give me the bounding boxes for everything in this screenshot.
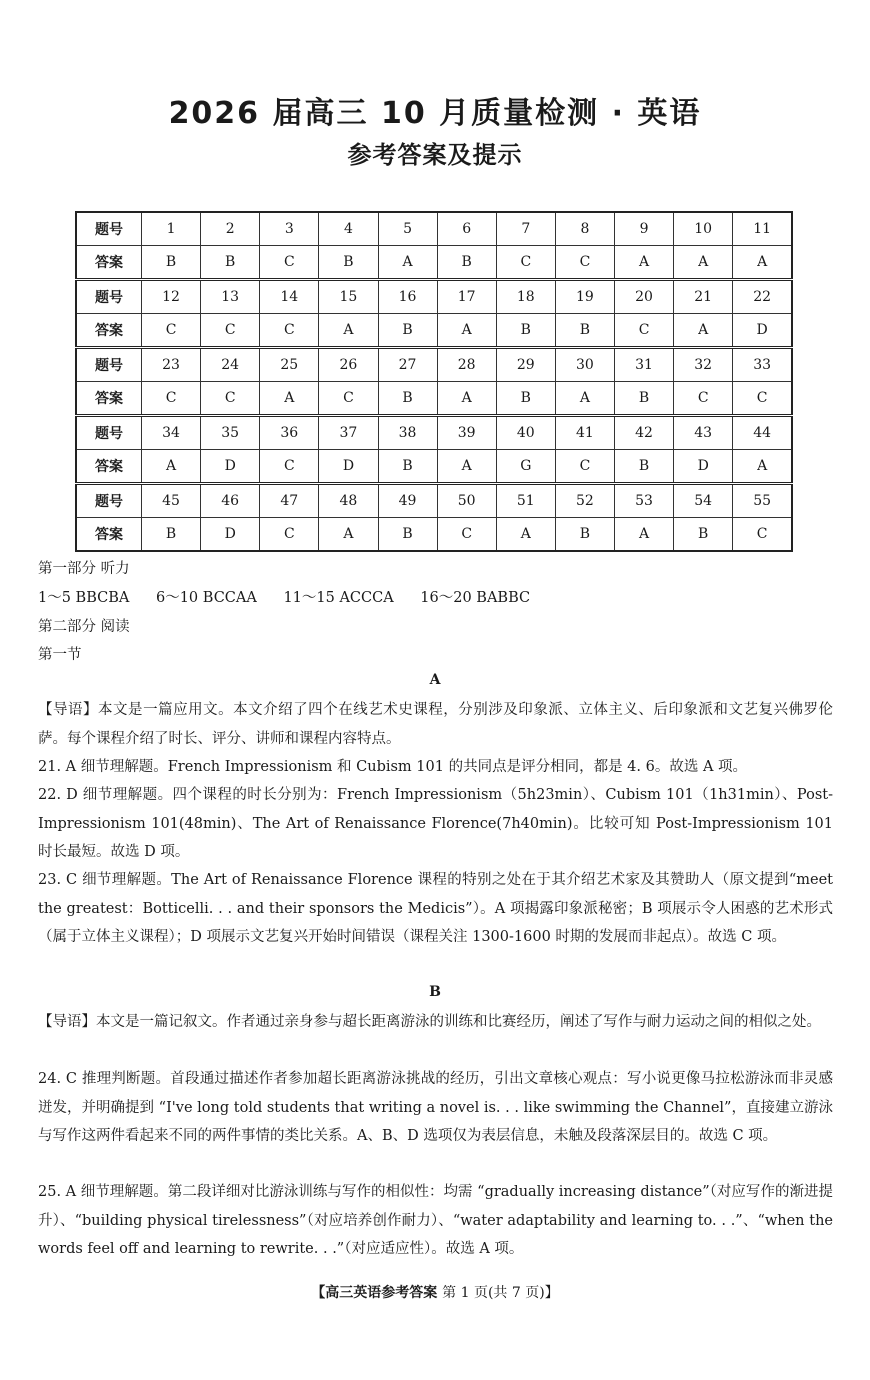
answer-cell: A — [733, 450, 792, 484]
question-number-cell: 5 — [378, 212, 437, 246]
answer-cell: G — [496, 450, 555, 484]
answer-cell: C — [260, 518, 319, 552]
question-number-cell: 28 — [437, 348, 496, 382]
answer-row — [76, 314, 792, 348]
passage-b-intro: 【导语】本文是一篇记叙文。作者通过亲身参与超长距离游泳的训练和比赛经历，阐述了写作与耐力运动之间的相似之处。 — [38, 1014, 821, 1030]
question-number-cell: 41 — [555, 416, 614, 450]
question-number-cell: 33 — [733, 348, 792, 382]
answer-cell: B — [319, 246, 378, 280]
question-number-cell: 14 — [260, 280, 319, 314]
answer-25: 25. A 细节理解题。第二段详细对比游泳训练与写作的相似性：均需 “gradually increasing distance”（对应写作的渐进提升）、“building physical tirelessness”（对应培养创作耐力）、“water adaptability and learning to. . .”、“when the words feel off and learning to rewrite. . .”（对应适应性）。故选 A 项。 — [38, 1184, 833, 1257]
question-number-cell: 38 — [378, 416, 437, 450]
answer-cell: C — [319, 382, 378, 416]
question-row-header: 题号 — [76, 280, 142, 314]
answer-cell: D — [674, 450, 733, 484]
answer-cell: D — [201, 518, 260, 552]
question-number-cell: 43 — [674, 416, 733, 450]
answer-24: 24. C 推理判断题。首段通过描述作者参加超长距离游泳挑战的经历，引出文章核心观点：写小说更像马拉松游泳而非灵感迸发，并明确提到 “I've long told students that writing a novel is. . . like swimming the Channel”，直接建立游泳与写作这两件看起来不同的两件事情的类比关系。A、B、D 选项仅为表层信息，未触及段落深层目的。故选 C 项。 — [38, 1071, 833, 1144]
answer-23: 23. C 细节理解题。The Art of Renaissance Florence 课程的特别之处在于其介绍艺术家及其赞助人（原文提到“meet the greatest：Botticelli. . . and their sponsors the Medicis”）。A 项揭露印象派秘密；B 项展示令人困惑的艺术形式（属于立体主义课程）；D 项展示文艺复兴开始时间错误（课程关注 1300-1600 时期的发展而非起点）。故选 C 项。 — [38, 872, 833, 945]
part2-heading: 第二部分 阅读 — [38, 619, 130, 635]
question-number-cell: 15 — [319, 280, 378, 314]
answer-cell: B — [378, 518, 437, 552]
answer-cell: C — [555, 246, 614, 280]
question-number-cell: 37 — [319, 416, 378, 450]
question-number-cell: 19 — [555, 280, 614, 314]
question-number-cell: 35 — [201, 416, 260, 450]
question-number-cell: 42 — [615, 416, 674, 450]
question-number-cell: 1 — [142, 212, 201, 246]
answer-cell: B — [615, 450, 674, 484]
question-number-cell: 49 — [378, 484, 437, 518]
answer-cell: A — [142, 450, 201, 484]
answer-cell: C — [260, 450, 319, 484]
question-number-cell: 26 — [319, 348, 378, 382]
answer-cell: A — [674, 246, 733, 280]
listening-answers — [38, 586, 552, 607]
question-number-cell: 44 — [733, 416, 792, 450]
answer-cell: C — [615, 314, 674, 348]
question-number-cell: 46 — [201, 484, 260, 518]
answer-cell: C — [201, 382, 260, 416]
answer-cell: B — [555, 314, 614, 348]
question-number-cell: 51 — [496, 484, 555, 518]
answer-row — [76, 382, 792, 416]
question-number-cell: 23 — [142, 348, 201, 382]
answer-cell: B — [674, 518, 733, 552]
answer-cell: B — [496, 382, 555, 416]
question-row-header: 题号 — [76, 484, 142, 518]
footer-label: 【高三英语参考答案 — [311, 1285, 438, 1301]
answer-cell: D — [201, 450, 260, 484]
answer-cell: B — [142, 246, 201, 280]
question-number-row — [76, 212, 792, 246]
question-number-cell: 55 — [733, 484, 792, 518]
answer-cell: A — [615, 518, 674, 552]
answer-cell: C — [142, 382, 201, 416]
answer-cell: C — [260, 314, 319, 348]
question-number-cell: 8 — [555, 212, 614, 246]
listening-answer-group: 6～10 BCCAA — [155, 590, 257, 606]
question-number-cell: 48 — [319, 484, 378, 518]
question-number-cell: 29 — [496, 348, 555, 382]
answer-cell: A — [496, 518, 555, 552]
question-number-cell: 17 — [437, 280, 496, 314]
answer-21: 21. A 细节理解题。French Impressionism 和 Cubism 101 的共同点是评分相同，都是 4. 6。故选 A 项。 — [38, 759, 748, 775]
answer-cell: C — [496, 246, 555, 280]
answer-row-header: 答案 — [76, 314, 142, 348]
question-number-cell: 18 — [496, 280, 555, 314]
answer-cell: C — [674, 382, 733, 416]
answer-cell: D — [733, 314, 792, 348]
answer-cell: A — [319, 314, 378, 348]
question-number-cell: 11 — [733, 212, 792, 246]
question-number-cell: 31 — [615, 348, 674, 382]
question-number-cell: 9 — [615, 212, 674, 246]
question-number-cell: 34 — [142, 416, 201, 450]
answer-cell: C — [437, 518, 496, 552]
question-number-row — [76, 348, 792, 382]
question-number-cell: 6 — [437, 212, 496, 246]
question-number-row — [76, 416, 792, 450]
question-number-cell: 7 — [496, 212, 555, 246]
question-number-cell: 2 — [201, 212, 260, 246]
question-number-cell: 39 — [437, 416, 496, 450]
listening-answer-group: 1～5 BBCBA — [38, 590, 130, 606]
answer-cell: B — [142, 518, 201, 552]
answer-cell: B — [378, 450, 437, 484]
question-number-cell: 30 — [555, 348, 614, 382]
question-number-cell: 25 — [260, 348, 319, 382]
answer-cell: A — [437, 314, 496, 348]
question-number-cell: 52 — [555, 484, 614, 518]
answer-cell: B — [378, 382, 437, 416]
passage-a-intro: 【导语】本文是一篇应用文。本文介绍了四个在线艺术史课程，分别涉及印象派、立体主义、后印象派和文艺复兴佛罗伦萨。每个课程介绍了时长、评分、讲师和课程内容特点。 — [38, 702, 833, 747]
answer-cell: B — [437, 246, 496, 280]
answer-cell: C — [733, 382, 792, 416]
answer-22: 22. D 细节理解题。四个课程的时长分别为：French Impressionism（5h23min）、Cubism 101（1h31min）、Post-Impressionism 101(48min)、The Art of Renaissance Florence(7h40min)。比较可知 Post-Impressionism 101 时长最短。故选 D 项。 — [38, 787, 833, 860]
question-number-cell: 36 — [260, 416, 319, 450]
question-row-header: 题号 — [76, 348, 142, 382]
answer-table — [75, 211, 793, 552]
answer-cell: B — [378, 314, 437, 348]
answer-cell: A — [437, 382, 496, 416]
question-number-cell: 10 — [674, 212, 733, 246]
answer-row — [76, 246, 792, 280]
question-number-cell: 21 — [674, 280, 733, 314]
answer-cell: B — [496, 314, 555, 348]
answer-cell: A — [260, 382, 319, 416]
part1-heading: 第一部分 听力 — [38, 561, 130, 577]
question-row-header: 题号 — [76, 212, 142, 246]
answer-cell: C — [260, 246, 319, 280]
question-number-cell: 47 — [260, 484, 319, 518]
answer-cell: C — [733, 518, 792, 552]
question-number-cell: 27 — [378, 348, 437, 382]
answer-cell: B — [555, 518, 614, 552]
question-number-cell: 50 — [437, 484, 496, 518]
answer-cell: A — [733, 246, 792, 280]
answer-cell: D — [319, 450, 378, 484]
answer-cell: A — [674, 314, 733, 348]
answer-cell: A — [378, 246, 437, 280]
question-number-cell: 40 — [496, 416, 555, 450]
answer-cell: A — [437, 450, 496, 484]
question-number-cell: 13 — [201, 280, 260, 314]
answer-row — [76, 450, 792, 484]
answer-cell: A — [615, 246, 674, 280]
question-number-row — [76, 280, 792, 314]
page-footer — [0, 1282, 870, 1302]
answer-cell: B — [615, 382, 674, 416]
question-number-cell: 32 — [674, 348, 733, 382]
passage-a-label: A — [429, 672, 441, 688]
question-number-cell: 20 — [615, 280, 674, 314]
answer-cell: C — [201, 314, 260, 348]
answer-cell: C — [142, 314, 201, 348]
answer-row-header: 答案 — [76, 450, 142, 484]
page-title: 2026 届高三 10 月质量检测 · 英语 — [168, 96, 702, 131]
answer-row-header: 答案 — [76, 246, 142, 280]
listening-answer-group: 16～20 BABBC — [420, 590, 531, 606]
question-number-cell: 53 — [615, 484, 674, 518]
question-number-cell: 3 — [260, 212, 319, 246]
question-number-cell: 4 — [319, 212, 378, 246]
page-subtitle: 参考答案及提示 — [347, 141, 523, 169]
footer-page-number: 第 1 页(共 7 页)】 — [442, 1285, 559, 1301]
answer-row-header: 答案 — [76, 518, 142, 552]
question-number-cell: 22 — [733, 280, 792, 314]
question-row-header: 题号 — [76, 416, 142, 450]
question-number-row — [76, 484, 792, 518]
answer-row — [76, 518, 792, 552]
answer-cell: A — [555, 382, 614, 416]
listening-answer-group: 11～15 ACCCA — [283, 590, 394, 606]
answer-cell: A — [319, 518, 378, 552]
question-number-cell: 12 — [142, 280, 201, 314]
question-number-cell: 45 — [142, 484, 201, 518]
answer-cell: C — [555, 450, 614, 484]
question-number-cell: 24 — [201, 348, 260, 382]
section-heading: 第一节 — [38, 647, 82, 663]
answer-cell: B — [201, 246, 260, 280]
passage-b-label: B — [429, 984, 441, 1000]
question-number-cell: 16 — [378, 280, 437, 314]
question-number-cell: 54 — [674, 484, 733, 518]
answer-row-header: 答案 — [76, 382, 142, 416]
